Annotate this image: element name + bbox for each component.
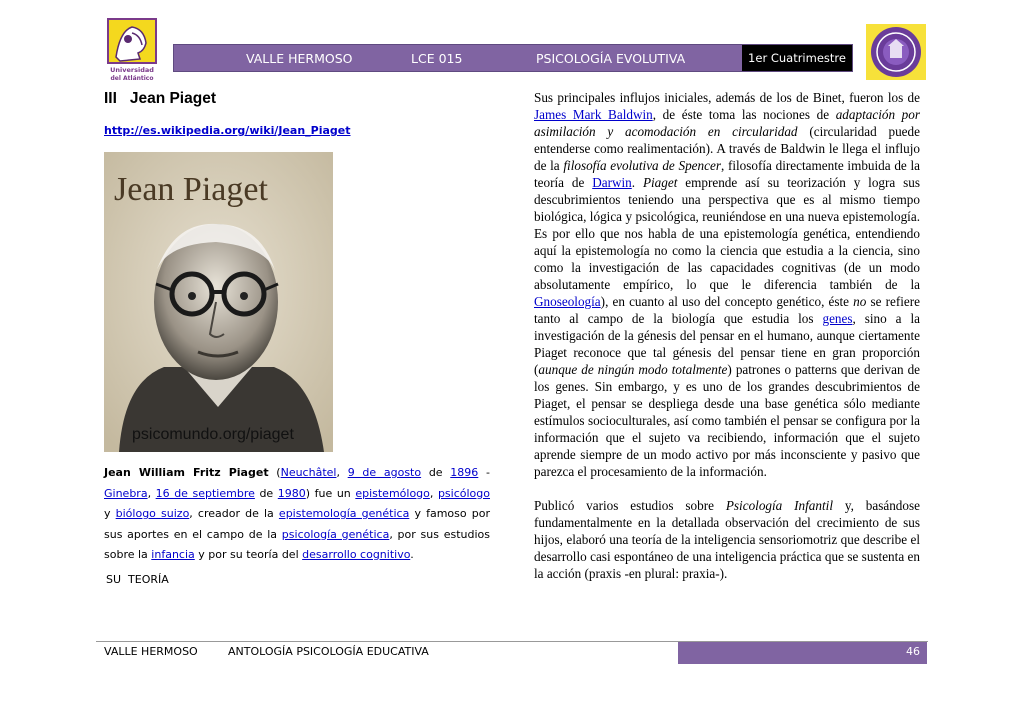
right-column-text [534, 89, 920, 582]
p-text: Sus principales influjos iniciales, además de los de Binet, fueron los de [534, 90, 920, 105]
bio-text: y famoso por sus aportes en el campo de la [104, 507, 490, 541]
logo-text-line2: del Atlántico [110, 75, 154, 82]
logo-text-line1: Universidad [110, 66, 154, 74]
p-text: , sino a la investigación de la génesis del pensar en el humano, aunque ciertamente Piaget reconoce que tal génesis del pensar tiene en gran proporción ( [534, 311, 920, 377]
bio-name: Jean William Fritz Piaget [104, 466, 269, 479]
link-epistemologia-genetica[interactable]: epistemología genética [278, 507, 410, 520]
p-text: , de éste toma las nociones de [652, 107, 836, 122]
link-ginebra[interactable]: Ginebra [104, 486, 148, 500]
bio-text: de [421, 466, 451, 479]
footer-page-bar [678, 642, 927, 664]
p-italic: Psicología Infantil [725, 498, 833, 513]
p-text: ), en cuanto al uso del concepto genético, éste [600, 294, 854, 309]
p-text: ) patrones o patterns que derivan de los genes. Sin embargo, y es uno de los grandes descubrimientos de Piaget, el pensar se despliega desde una base genética sólo mediante estímulos socioculturales, así como también el pensar se configura por la información que el sujeto va recibiendo, información que el sujeto aprende siempre de un modo activo por más inconsciente y pasivo que parezca el procesamiento de la información. [534, 362, 921, 479]
p-italic: filosofía evolutiva de Spencer [563, 158, 721, 173]
p-italic: adaptación por asimilación y acomodación en circularidad [534, 107, 920, 139]
link-gnoseologia[interactable]: Gnoseología [534, 294, 601, 309]
bio-text: . [410, 548, 414, 561]
p-text: se refiere tanto al campo de la biología que estudia los [534, 294, 920, 326]
bio-text: ( [268, 466, 281, 479]
bio-text: y [104, 507, 116, 520]
footer-campus: VALLE HERMOSO [104, 645, 198, 658]
link-epistemologo[interactable]: epistemólogo [355, 486, 430, 500]
bio-text: , [336, 466, 348, 479]
p-text: . [631, 175, 643, 190]
paragraph-influences [534, 89, 920, 480]
bio-text: , por sus estudios sobre la [104, 527, 491, 561]
link-infancia[interactable]: infancia [151, 548, 195, 561]
link-birth-year[interactable]: 1896 [450, 466, 479, 479]
header-term: 1er Cuatrimestre [742, 45, 852, 71]
header-campus: VALLE HERMOSO [246, 51, 353, 66]
bio-text: , creador de la [189, 507, 279, 520]
link-desarrollo-cognitivo[interactable]: desarrollo cognitivo [302, 548, 411, 561]
footer-title: ANTOLOGÍA PSICOLOGÍA EDUCATIVA [228, 645, 429, 658]
link-baldwin[interactable]: James Mark Baldwin [534, 107, 653, 122]
portrait-caption: psicomundo.org/piaget [132, 426, 294, 443]
p-text: Publicó varios estudios sobre [534, 498, 726, 513]
su-teoria-heading: SU TEORÍA [106, 573, 169, 586]
header-subject: PSICOLOGÍA EVOLUTIVA [536, 51, 686, 66]
wikipedia-link[interactable]: http://es.wikipedia.org/wiki/Jean_Piaget [104, 124, 351, 137]
jean-piaget-portrait [104, 152, 333, 452]
p-text: y, basándose fundamentalmente en la detallada observación del crecimiento de sus hijos, elaboró una teoría de la inteligencia sensoriomotriz que describe el desarrollo casi espontáneo de una inteligencia práctica que se sustenta en la acción (praxis -en plural: praxia-). [534, 498, 920, 581]
p-text: emprende así su teorización y logra sus descubrimientos teniendo una perspectiva que es al mismo tiempo biológica, lógica y psicológica, reuniéndose en una nueva epistemología. Es por ello que nos habla de una epistemología genética, entendiendo aquí la epistemología no como la ciencia que estudia a la ciencia, sino como la investigación de las capacidades cognitivas (de un modo absolutamente empírico, lo que le diferencia también de la [534, 175, 920, 292]
link-biologo-suizo[interactable]: biólogo suizo [115, 507, 190, 520]
paragraph-studies [534, 497, 920, 582]
link-death-year[interactable]: 1980 [277, 486, 306, 500]
bio-text: - [478, 466, 490, 479]
link-neuchatel[interactable]: Neuchâtel [280, 466, 337, 479]
link-death-date[interactable]: 16 de septiembre [155, 486, 255, 500]
portrait-title: Jean Piaget [114, 171, 268, 208]
link-darwin[interactable]: Darwin [592, 175, 632, 190]
p-italic: Piaget [642, 175, 678, 190]
bio-text: , [147, 486, 156, 500]
link-psicologo[interactable]: psicólogo [437, 486, 490, 500]
p-text: (circularidad puede entenderse como realimentación). A través de Baldwin le llega el influjo de la [534, 124, 920, 173]
institution-seal-logo [866, 24, 926, 80]
bio-text: ) fue un [305, 486, 356, 500]
bio-text: de [254, 486, 278, 500]
header-code: LCE 015 [411, 51, 463, 66]
link-birth-date[interactable]: 9 de agosto [347, 466, 422, 479]
section-title: III Jean Piaget [104, 90, 216, 107]
p-text: , filosofía directamente imbuida de la teoría de [534, 158, 920, 190]
bio-text: y por su teoría del [194, 548, 303, 561]
bio-text: , [429, 486, 438, 500]
university-logo [106, 17, 158, 83]
link-psicologia-genetica[interactable]: psicología genética [281, 527, 390, 541]
header-bar [173, 44, 853, 72]
p-italic: aunque de ningún modo totalmente [538, 362, 728, 377]
biography-paragraph [104, 463, 490, 566]
p-italic: no [853, 294, 867, 309]
page-number: 46 [906, 645, 920, 658]
link-genes[interactable]: genes [822, 311, 853, 326]
